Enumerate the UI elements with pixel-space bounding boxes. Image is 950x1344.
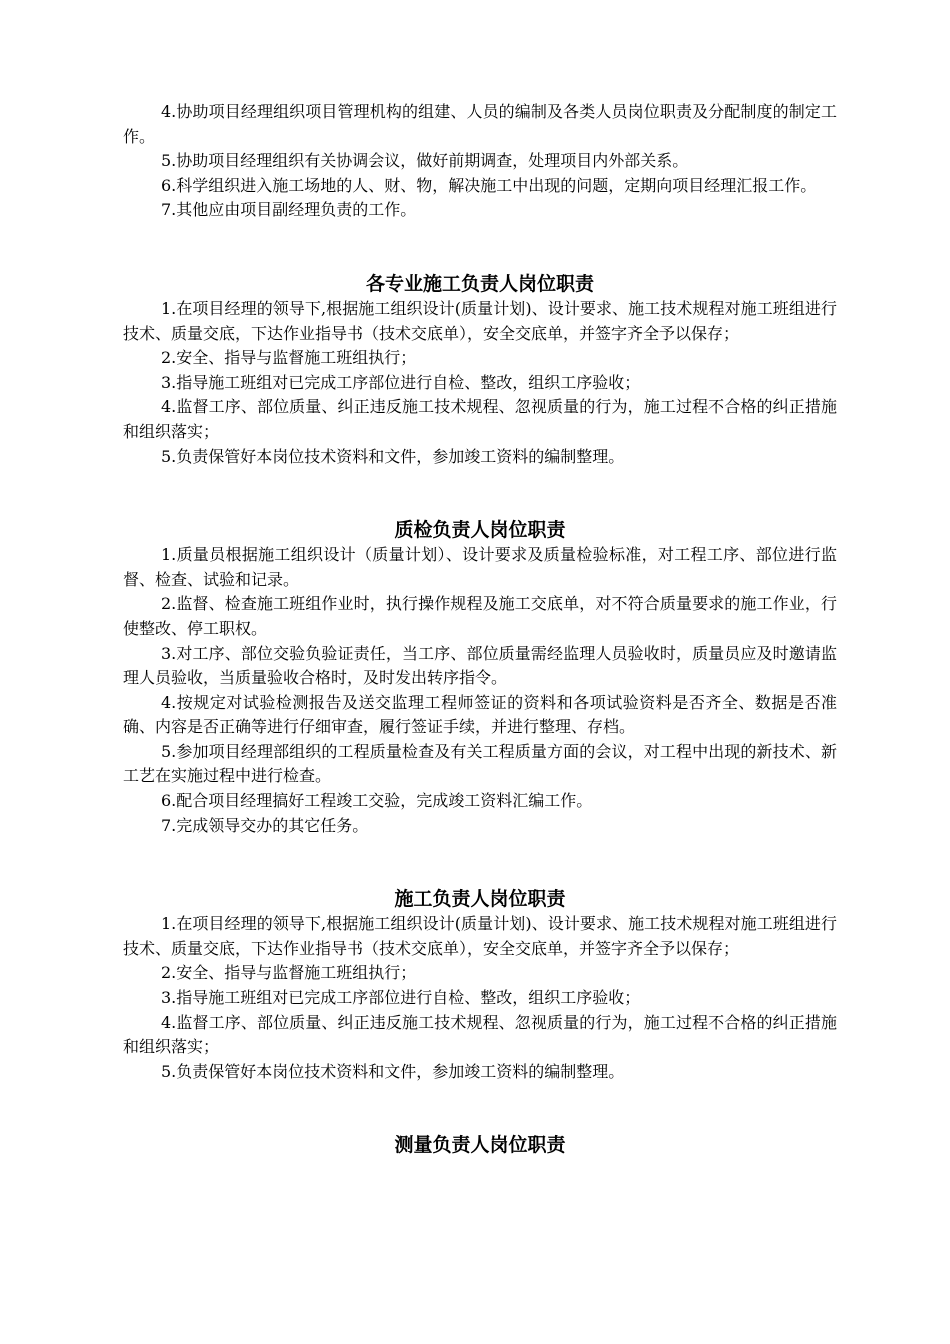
section-quality-inspection-lead <box>123 517 837 838</box>
section-construction-lead <box>123 886 837 1084</box>
paragraph: 6.科学组织进入施工场地的人、财、物，解决施工中出现的问题，定期向项目经理汇报工作。 <box>161 175 817 195</box>
intro-section <box>123 100 837 223</box>
paragraph: 5.负责保管好本岗位技术资料和文件，参加竣工资料的编制整理。 <box>161 1061 625 1081</box>
paragraph: 1.质量员根据施工组织设计（质量计划）、设计要求及质量检验标准，对工程工序、部位进行监督、检查、试验和记录。 <box>123 545 837 589</box>
paragraph: 3.指导施工班组对已完成工序部位进行自检、整改，组织工序验收； <box>161 988 641 1008</box>
section-survey-lead <box>123 1132 837 1158</box>
paragraph: 4.协助项目经理组织项目管理机构的组建、人员的编制及各类人员岗位职责及分配制度的制定工作。 <box>123 102 837 146</box>
paragraph: 4.按规定对试验检测报告及送交监理工程师签证的资料和各项试验资料是否齐全、数据是否准确、内容是否正确等进行仔细审查，履行签证手续，并进行整理、存档。 <box>123 692 837 737</box>
paragraph: 3.对工序、部位交验负验证责任，当工序、部位质量需经监理人员验收时，质量员应及时邀请监理人员验收，当质量验收合格时，及时发出转序指令。 <box>123 643 837 688</box>
paragraph: 7.其他应由项目副经理负责的工作。 <box>161 200 417 220</box>
section-title: 质检负责人岗位职责 <box>394 519 566 542</box>
section-title: 施工负责人岗位职责 <box>394 888 566 911</box>
paragraph: 6.配合项目经理搞好工程竣工交验，完成竣工资料汇编工作。 <box>161 791 593 811</box>
paragraph: 5.协助项目经理组织有关协调会议，做好前期调查，处理项目内外部关系。 <box>161 151 689 171</box>
paragraph: 4.监督工序、部位质量、纠正违反施工技术规程、忽视质量的行为，施工过程不合格的纠正措施和组织落实； <box>123 397 837 441</box>
document-page <box>123 100 837 1158</box>
paragraph: 5.参加项目经理部组织的工程质量检查及有关工程质量方面的会议，对工程中出现的新技术、新工艺在实施过程中进行检查。 <box>123 741 837 786</box>
paragraph: 2.监督、检查施工班组作业时，执行操作规程及施工交底单，对不符合质量要求的施工作业，行使整改、停工职权。 <box>123 594 837 638</box>
section-specialty-construction-lead <box>123 271 837 469</box>
paragraph: 1.在项目经理的领导下,根据施工组织设计(质量计划)、设计要求、施工技术规程对施工班组进行技术、质量交底，下达作业指导书（技术交底单），安全交底单，并签字齐全予以保存； <box>123 298 837 343</box>
paragraph: 5.负责保管好本岗位技术资料和文件，参加竣工资料的编制整理。 <box>161 446 625 466</box>
paragraph: 4.监督工序、部位质量、纠正违反施工技术规程、忽视质量的行为，施工过程不合格的纠正措施和组织落实； <box>123 1012 837 1057</box>
paragraph: 3.指导施工班组对已完成工序部位进行自检、整改，组织工序验收； <box>161 372 641 392</box>
paragraph: 2.安全、指导与监督施工班组执行； <box>161 348 417 368</box>
section-title: 各专业施工负责人岗位职责 <box>365 272 594 295</box>
paragraph: 1.在项目经理的领导下,根据施工组织设计(质量计划)、设计要求、施工技术规程对施工班组进行技术、质量交底，下达作业指导书（技术交底单），安全交底单，并签字齐全予以保存； <box>123 914 837 958</box>
paragraph: 2.安全、指导与监督施工班组执行； <box>161 963 417 983</box>
section-title: 测量负责人岗位职责 <box>394 1134 566 1157</box>
paragraph: 7.完成领导交办的其它任务。 <box>161 815 369 835</box>
